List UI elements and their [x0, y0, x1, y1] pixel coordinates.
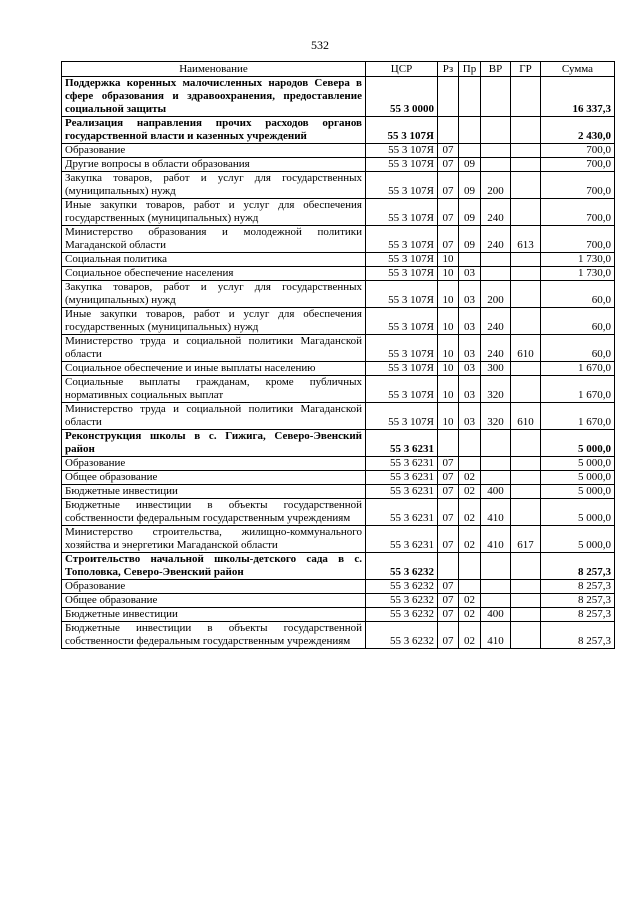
cell-name: Бюджетные инвестиции	[62, 608, 366, 622]
cell-rz: 07	[438, 144, 459, 158]
cell-csr: 55 3 6232	[366, 553, 438, 580]
cell-csr: 55 3 107Я	[366, 158, 438, 172]
cell-csr: 55 3 6231	[366, 430, 438, 457]
cell-rz: 07	[438, 526, 459, 553]
cell-csr: 55 3 107Я	[366, 199, 438, 226]
cell-name: Общее образование	[62, 471, 366, 485]
cell-gr: 610	[511, 335, 541, 362]
cell-pr: 03	[459, 403, 481, 430]
cell-rz: 10	[438, 281, 459, 308]
budget-table	[61, 61, 615, 649]
cell-csr: 55 3 6231	[366, 485, 438, 499]
cell-gr	[511, 117, 541, 144]
cell-sum: 60,0	[541, 335, 615, 362]
cell-vr	[481, 267, 511, 281]
header-pr: Пр	[459, 62, 481, 77]
cell-csr: 55 3 107Я	[366, 376, 438, 403]
cell-name: Иные закупки товаров, работ и услуг для обеспечения государственных (муниципальных) нужд	[62, 308, 366, 335]
cell-name: Реконструкция школы в с. Гижига, Северо-Эвенский район	[62, 430, 366, 457]
cell-pr	[459, 253, 481, 267]
cell-rz: 10	[438, 335, 459, 362]
cell-vr: 320	[481, 403, 511, 430]
cell-pr: 02	[459, 622, 481, 649]
table-row	[62, 199, 615, 226]
cell-pr: 03	[459, 335, 481, 362]
table-row	[62, 471, 615, 485]
cell-pr: 03	[459, 376, 481, 403]
cell-name: Министерство труда и социальной политики Магаданской области	[62, 335, 366, 362]
cell-name: Социальная политика	[62, 253, 366, 267]
cell-name: Бюджетные инвестиции	[62, 485, 366, 499]
cell-rz: 07	[438, 499, 459, 526]
table-row	[62, 403, 615, 430]
cell-gr	[511, 199, 541, 226]
cell-rz: 07	[438, 471, 459, 485]
cell-sum: 8 257,3	[541, 608, 615, 622]
cell-csr: 55 3 6231	[366, 457, 438, 471]
cell-rz	[438, 117, 459, 144]
table-body	[62, 77, 615, 649]
cell-sum: 700,0	[541, 226, 615, 253]
cell-sum: 1 730,0	[541, 253, 615, 267]
header-sum: Сумма	[541, 62, 615, 77]
cell-pr	[459, 117, 481, 144]
cell-csr: 55 3 107Я	[366, 335, 438, 362]
cell-sum: 5 000,0	[541, 430, 615, 457]
cell-gr: 617	[511, 526, 541, 553]
header-gr: ГР	[511, 62, 541, 77]
cell-csr: 55 3 6231	[366, 499, 438, 526]
cell-vr: 320	[481, 376, 511, 403]
cell-sum: 5 000,0	[541, 471, 615, 485]
cell-pr: 02	[459, 485, 481, 499]
cell-csr: 55 3 107Я	[366, 267, 438, 281]
cell-gr	[511, 485, 541, 499]
cell-sum: 8 257,3	[541, 594, 615, 608]
cell-name: Образование	[62, 144, 366, 158]
table-row	[62, 226, 615, 253]
cell-vr: 200	[481, 172, 511, 199]
cell-name: Поддержка коренных малочисленных народов Севера в сфере образования и здравоохранения, предоставление социальной защиты	[62, 77, 366, 117]
cell-rz: 10	[438, 362, 459, 376]
cell-csr: 55 3 107Я	[366, 172, 438, 199]
cell-gr	[511, 580, 541, 594]
cell-name: Другие вопросы в области образования	[62, 158, 366, 172]
table-header-row	[62, 62, 615, 77]
cell-sum: 700,0	[541, 144, 615, 158]
cell-vr	[481, 117, 511, 144]
cell-pr: 02	[459, 471, 481, 485]
cell-sum: 1 670,0	[541, 376, 615, 403]
cell-gr	[511, 267, 541, 281]
table-row	[62, 77, 615, 117]
cell-gr	[511, 308, 541, 335]
cell-vr	[481, 471, 511, 485]
cell-sum: 2 430,0	[541, 117, 615, 144]
cell-rz: 07	[438, 580, 459, 594]
cell-sum: 700,0	[541, 199, 615, 226]
header-name: Наименование	[62, 62, 366, 77]
cell-sum: 1 670,0	[541, 403, 615, 430]
cell-rz	[438, 553, 459, 580]
cell-vr	[481, 594, 511, 608]
cell-csr: 55 3 107Я	[366, 144, 438, 158]
cell-vr	[481, 430, 511, 457]
cell-name: Строительство начальной школы-детского сада в с. Тополовка, Северо-Эвенский район	[62, 553, 366, 580]
cell-csr: 55 3 6232	[366, 594, 438, 608]
table-row	[62, 281, 615, 308]
cell-csr: 55 3 107Я	[366, 226, 438, 253]
cell-pr	[459, 430, 481, 457]
table-row	[62, 608, 615, 622]
table-row	[62, 526, 615, 553]
cell-name: Министерство строительства, жилищно-коммунального хозяйства и энергетики Магаданской области	[62, 526, 366, 553]
cell-gr	[511, 457, 541, 471]
table-row	[62, 457, 615, 471]
cell-sum: 5 000,0	[541, 485, 615, 499]
cell-vr: 410	[481, 526, 511, 553]
cell-rz: 07	[438, 485, 459, 499]
cell-rz: 07	[438, 226, 459, 253]
cell-gr	[511, 172, 541, 199]
cell-pr: 09	[459, 226, 481, 253]
cell-name: Закупка товаров, работ и услуг для государственных (муниципальных) нужд	[62, 172, 366, 199]
cell-vr	[481, 457, 511, 471]
cell-vr	[481, 580, 511, 594]
cell-pr	[459, 457, 481, 471]
cell-vr	[481, 158, 511, 172]
cell-name: Социальное обеспечение населения	[62, 267, 366, 281]
table-row	[62, 267, 615, 281]
cell-csr: 55 3 107Я	[366, 308, 438, 335]
cell-name: Образование	[62, 457, 366, 471]
cell-sum: 700,0	[541, 172, 615, 199]
cell-rz: 07	[438, 622, 459, 649]
cell-vr: 240	[481, 226, 511, 253]
header-rz: Рз	[438, 62, 459, 77]
cell-pr: 02	[459, 594, 481, 608]
cell-sum: 1 670,0	[541, 362, 615, 376]
cell-vr: 240	[481, 199, 511, 226]
cell-gr	[511, 608, 541, 622]
cell-sum: 1 730,0	[541, 267, 615, 281]
table-row	[62, 580, 615, 594]
cell-rz: 10	[438, 403, 459, 430]
cell-name: Бюджетные инвестиции в объекты государственной собственности федеральным государственным учреждениям	[62, 622, 366, 649]
cell-rz	[438, 430, 459, 457]
cell-sum: 60,0	[541, 308, 615, 335]
cell-csr: 55 3 6232	[366, 622, 438, 649]
cell-sum: 60,0	[541, 281, 615, 308]
cell-gr	[511, 281, 541, 308]
cell-csr: 55 3 107Я	[366, 281, 438, 308]
cell-gr	[511, 144, 541, 158]
cell-gr	[511, 253, 541, 267]
table-row	[62, 335, 615, 362]
cell-pr: 03	[459, 281, 481, 308]
page-number: 532	[311, 38, 329, 52]
cell-vr: 410	[481, 622, 511, 649]
table-row	[62, 499, 615, 526]
cell-gr	[511, 77, 541, 117]
cell-csr: 55 3 107Я	[366, 117, 438, 144]
cell-vr: 400	[481, 608, 511, 622]
table-row	[62, 376, 615, 403]
cell-vr: 410	[481, 499, 511, 526]
cell-rz: 07	[438, 199, 459, 226]
cell-gr	[511, 471, 541, 485]
table-row	[62, 158, 615, 172]
cell-gr	[511, 362, 541, 376]
cell-name: Министерство образования и молодежной политики Магаданской области	[62, 226, 366, 253]
cell-rz: 07	[438, 172, 459, 199]
cell-gr	[511, 553, 541, 580]
cell-pr: 09	[459, 172, 481, 199]
cell-rz: 10	[438, 253, 459, 267]
table-row	[62, 172, 615, 199]
table-row	[62, 308, 615, 335]
cell-rz: 07	[438, 594, 459, 608]
cell-name: Бюджетные инвестиции в объекты государственной собственности федеральным государственным учреждениям	[62, 499, 366, 526]
cell-rz: 10	[438, 267, 459, 281]
cell-rz: 10	[438, 376, 459, 403]
cell-vr	[481, 253, 511, 267]
cell-pr: 03	[459, 362, 481, 376]
cell-gr	[511, 499, 541, 526]
cell-pr: 02	[459, 526, 481, 553]
table-row	[62, 622, 615, 649]
cell-vr	[481, 144, 511, 158]
cell-csr: 55 3 6231	[366, 471, 438, 485]
cell-rz: 07	[438, 608, 459, 622]
cell-csr: 55 3 107Я	[366, 253, 438, 267]
cell-gr	[511, 430, 541, 457]
cell-sum: 5 000,0	[541, 457, 615, 471]
cell-pr	[459, 580, 481, 594]
cell-name: Закупка товаров, работ и услуг для государственных (муниципальных) нужд	[62, 281, 366, 308]
cell-pr	[459, 77, 481, 117]
cell-name: Реализация направления прочих расходов органов государственной власти и казенных учреждений	[62, 117, 366, 144]
table-row	[62, 144, 615, 158]
cell-csr: 55 3 6231	[366, 526, 438, 553]
cell-rz: 07	[438, 158, 459, 172]
cell-pr	[459, 144, 481, 158]
cell-pr: 02	[459, 499, 481, 526]
cell-sum: 8 257,3	[541, 580, 615, 594]
cell-sum: 8 257,3	[541, 553, 615, 580]
cell-name: Министерство труда и социальной политики Магаданской области	[62, 403, 366, 430]
cell-vr: 300	[481, 362, 511, 376]
header-csr: ЦСР	[366, 62, 438, 77]
cell-csr: 55 3 6232	[366, 608, 438, 622]
cell-name: Общее образование	[62, 594, 366, 608]
table-row	[62, 253, 615, 267]
cell-sum: 8 257,3	[541, 622, 615, 649]
cell-vr: 240	[481, 335, 511, 362]
cell-name: Иные закупки товаров, работ и услуг для обеспечения государственных (муниципальных) нужд	[62, 199, 366, 226]
cell-csr: 55 3 6232	[366, 580, 438, 594]
cell-csr: 55 3 107Я	[366, 403, 438, 430]
cell-rz: 07	[438, 457, 459, 471]
cell-gr: 610	[511, 403, 541, 430]
table-row	[62, 430, 615, 457]
cell-gr	[511, 622, 541, 649]
table-row	[62, 485, 615, 499]
header-vr: ВР	[481, 62, 511, 77]
cell-sum: 5 000,0	[541, 526, 615, 553]
cell-sum: 5 000,0	[541, 499, 615, 526]
cell-gr	[511, 158, 541, 172]
cell-vr: 200	[481, 281, 511, 308]
cell-gr	[511, 376, 541, 403]
table-row	[62, 553, 615, 580]
table-row	[62, 594, 615, 608]
cell-vr	[481, 77, 511, 117]
cell-vr	[481, 553, 511, 580]
cell-name: Социальные выплаты гражданам, кроме публичных нормативных социальных выплат	[62, 376, 366, 403]
cell-rz	[438, 77, 459, 117]
cell-pr: 09	[459, 199, 481, 226]
cell-pr	[459, 553, 481, 580]
cell-vr: 400	[481, 485, 511, 499]
table-row	[62, 117, 615, 144]
cell-vr: 240	[481, 308, 511, 335]
cell-sum: 16 337,3	[541, 77, 615, 117]
cell-csr: 55 3 0000	[366, 77, 438, 117]
cell-gr: 613	[511, 226, 541, 253]
cell-pr: 03	[459, 267, 481, 281]
cell-sum: 700,0	[541, 158, 615, 172]
cell-gr	[511, 594, 541, 608]
table-row	[62, 362, 615, 376]
cell-pr: 03	[459, 308, 481, 335]
cell-rz: 10	[438, 308, 459, 335]
cell-pr: 09	[459, 158, 481, 172]
cell-name: Образование	[62, 580, 366, 594]
cell-pr: 02	[459, 608, 481, 622]
cell-name: Социальное обеспечение и иные выплаты населению	[62, 362, 366, 376]
cell-csr: 55 3 107Я	[366, 362, 438, 376]
